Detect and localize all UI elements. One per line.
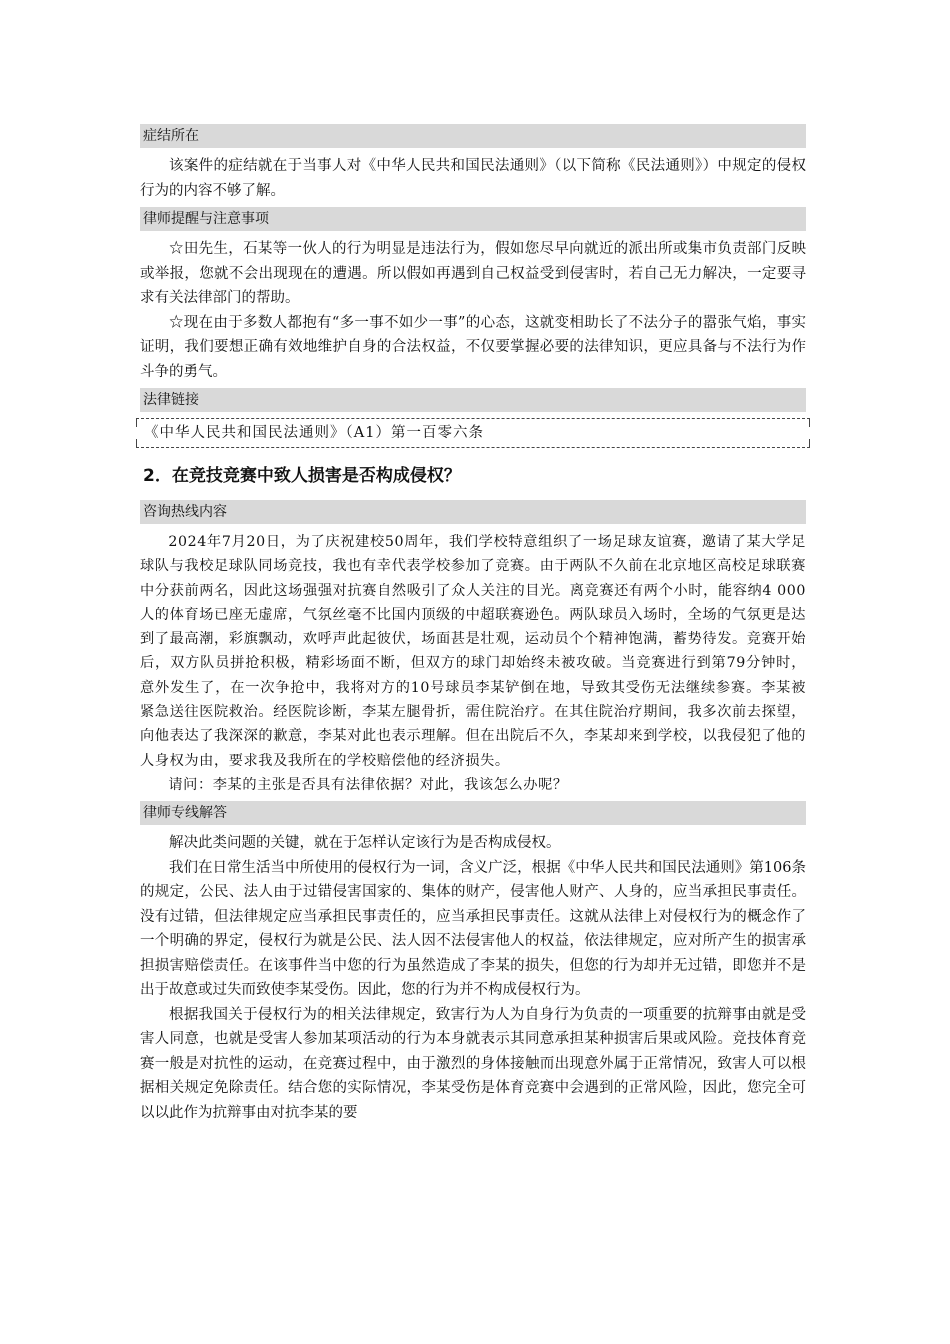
hotline-body	[140, 530, 806, 797]
hotline-paragraph: 2024年7月20日，为了庆祝建校50周年，我们学校特意组织了一场足球友谊赛，邀请了某大学足球队与我校足球队同场竞技，我也有幸代表学校参加了竞赛。由于两队不久前在北京地区高校足球联赛中分获前两名，因此这场强强对抗赛自然吸引了众人关注的目光。离竞赛还有两个小时，能容纳4 000人的体育场已座无虚席，气氛丝毫不比国内顶级的中超联赛逊色。两队球员入场时，全场的气氛更是达到了最高潮，彩旗飘动，欢呼声此起彼伏，场面甚是壮观，运动员个个精神饱满，蓄势待发。竞赛开始后，双方队员拼抢积极，精彩场面不断，但双方的球门却始终未被攻破。当竞赛进行到第79分钟时，意外发生了，在一次争抢中，我将对方的10号球员李某铲倒在地，导致其受伤无法继续参赛。李某被紧急送往医院救治。经医院诊断，李某左腿骨折，需住院治疗。在其住院治疗期间，我多次前去探望，向他表达了我深深的歉意，李某对此也表示理解。但在出院后不久，李某却来到学校，以我侵犯了他的人身权为由，要求我及我所在的学校赔偿他的经济损失。	[140, 534, 806, 769]
document-content	[140, 124, 806, 1125]
reminder-paragraph: ☆田先生，石某等一伙人的行为明显是违法行为，假如您尽早向就近的派出所或集市负责部门反映或举报，您就不会出现现在的遭遇。所以假如再遇到自己权益受到侵害时，若自己无力解决，一定要寻求有关法律部门的帮助。	[140, 241, 806, 306]
answer-paragraph: 根据我国关于侵权行为的相关法律规定，致害行为人为自身行为负责的一项重要的抗辩事由就是受害人同意，也就是受害人参加某项活动的行为本身就表示其同意承担某种损害后果或风险。竞技体育竞赛一般是对抗性的运动，在竞赛过程中，由于激烈的身体接触而出现意外属于正常情况，致害人可以根据相关规定免除责任。结合您的实际情况，李某受伤是体育竞赛中会遇到的正常风险，因此，您完全可以以此作为抗辩事由对抗李某的要	[140, 1006, 806, 1121]
crux-paragraph: 该案件的症结就在于当事人对《中华人民共和国民法通则》（以下简称《民法通则》）中规定的侵权行为的内容不够了解。	[140, 158, 806, 199]
section-heading-law-link: 法律链接	[140, 388, 806, 412]
reminder-paragraph: ☆现在由于多数人都抱有“多一事不如少一事”的心态，这就变相助长了不法分子的嚣张气焰，事实证明，我们要想正确有效地维护自身的合法权益，不仅要掌握必要的法律知识，更应具备与不法行为作斗争的勇气。	[140, 314, 806, 380]
question-title: 2．在竞技竞赛中致人损害是否构成侵权？	[143, 466, 461, 486]
law-link-item: 《中华人民共和国民法通则》（A1）第一百零六条	[144, 425, 484, 441]
section-heading-crux: 症结所在	[140, 124, 806, 148]
section-heading-answer: 律师专线解答	[140, 801, 806, 825]
answer-paragraph: 解决此类问题的关键，就在于怎样认定该行为是否构成侵权。	[169, 835, 561, 852]
section-heading-hotline: 咨询热线内容	[140, 500, 806, 524]
hotline-question: 请问：李某的主张是否具有法律依据？对此，我该怎么办呢？	[168, 776, 568, 793]
answer-paragraph: 我们在日常生活当中所使用的侵权行为一词，含义广泛，根据《中华人民共和国民法通则》第106条的规定，公民、法人由于过错侵害国家的、集体的财产，侵害他人财产、人身的，应当承担民事责任。没有过错，但法律规定应当承担民事责任的，应当承担民事责任。这就从法律上对侵权行为的概念作了一个明确的界定，侵权行为就是公民、法人因不法侵害他人的权益，依法律规定，应对所产生的损害承担损害赔偿责任。在该事件当中您的行为虽然造成了李某的损失，但您的行为却并无过错，即您并不是出于故意或过失而致使李某受伤。因此，您的行为并不构成侵权行为。	[140, 859, 806, 999]
law-link-box	[136, 418, 810, 448]
section-heading-reminder: 律师提醒与注意事项	[140, 207, 806, 231]
